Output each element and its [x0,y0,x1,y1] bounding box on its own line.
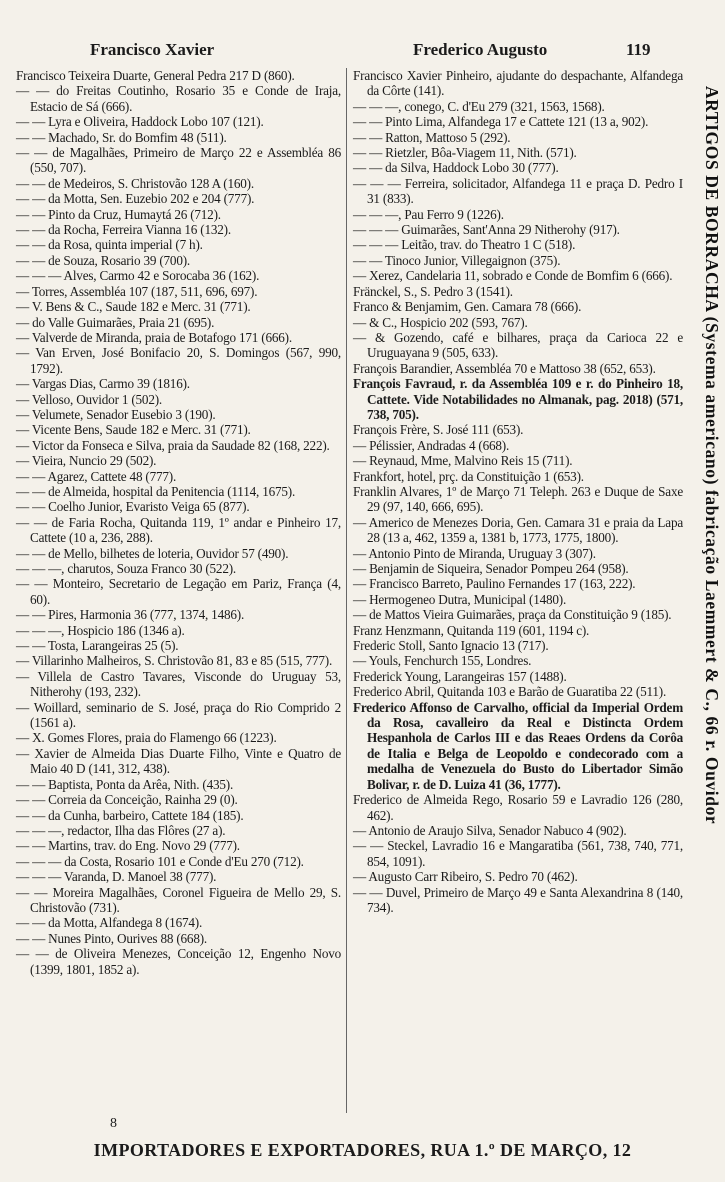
directory-entry: — — Duvel, Primeiro de Março 49 e Santa Alexandrina 8 (140, 734). [353,884,683,915]
directory-entry: — — Coelho Junior, Evaristo Veiga 65 (877). [16,499,250,515]
directory-entry: — — Steckel, Lavradio 16 e Mangaratiba (561, 738, 740, 771, 854, 1091). [353,838,683,869]
directory-entry: — Francisco Barreto, Paulino Fernandes 17 (163, 222). [353,576,636,592]
directory-entry: — Antonio Pinto de Miranda, Uruguay 3 (307). [353,545,596,561]
directory-entry: — — Pinto Lima, Alfandega 17 e Cattete 121 (13 a, 902). [353,114,649,130]
directory-entry: Frederic Stoll, Santo Ignacio 13 (717). [353,638,549,654]
running-head-right: Frederico Augusto [413,40,548,59]
directory-entry: Fränckel, S., S. Pedro 3 (1541). [353,283,513,299]
directory-entry: — — Baptista, Ponta da Arêa, Nith. (435). [16,776,234,792]
directory-entry: — — de Souza, Rosario 39 (700). [16,252,191,268]
directory-entry: — — Rietzler, Bôa-Viagem 11, Nith. (571). [353,145,577,161]
directory-entry: — Benjamin de Siqueira, Senador Pompeu 264 (958). [353,561,629,576]
directory-entry: François Favraud, r. da Assembléa 109 e r. do Pinheiro 18, Cattete. Vide Notabilidades no Almanak, pag. 2018) (571, 738, 705). [353,376,683,422]
directory-entry: François Frère, S. José 111 (653). [353,422,524,438]
directory-entry: — — da Rosa, quinta imperial (7 h). [16,237,203,253]
directory-entry: Francisco Teixeira Duarte, General Pedra 217 D (860). [16,68,295,83]
directory-entry: — — —, charutos, Souza Franco 30 (522). [16,561,237,576]
directory-entry: — — Correia da Conceição, Rainha 29 (0). [16,792,238,808]
right-column [353,68,683,915]
directory-entry: Franz Henzmann, Quitanda 119 (601, 1194 c). [353,622,590,638]
directory-entry: — Vieira, Nuncio 29 (502). [16,453,157,469]
directory-entry: — & C., Hospicio 202 (593, 767). [353,314,528,330]
directory-entry: — Victor da Fonseca e Silva, praia da Saudade 82 (168, 222). [16,437,330,453]
directory-entry: — — — da Costa, Rosario 101 e Conde d'Eu 270 (712). [16,853,304,869]
directory-entry: Franco & Benjamim, Gen. Camara 78 (666). [353,299,582,315]
footer-advertisement: IMPORTADORES E EXPORTADORES, RUA 1.º DE MARÇO, 12 [93,1140,632,1160]
directory-entry: — Torres, Assembléa 107 (187, 511, 696, 697). [16,283,258,299]
directory-entry: — Xerez, Candelaria 11, sobrado e Conde de Bomfim 6 (666). [353,268,673,284]
directory-entry: — Woillard, seminario de S. José, praça do Rio Comprido 2 (1561 a). [16,699,341,731]
directory-entry: — — Lyra e Oliveira, Haddock Lobo 107 (121). [16,114,264,130]
directory-entry: François Barandier, Assembléa 70 e Mattoso 38 (652, 653). [353,360,656,376]
directory-entry: — Velumete, Senador Eusebio 3 (190). [16,406,216,422]
directory-entry: — — da Silva, Haddock Lobo 30 (777). [353,160,559,176]
directory-entry: — — —, Hospicio 186 (1346 a). [16,622,185,638]
directory-entry: — — de Oliveira Menezes, Conceição 12, Engenho Novo (1399, 1801, 1852 a). [16,946,341,977]
directory-entry: — — — Alves, Carmo 42 e Sorocaba 36 (162). [16,268,260,284]
directory-entry: — — — Guimarães, Sant'Anna 29 Nitherohy (917). [353,222,620,238]
directory-entry: Francisco Xavier Pinheiro, ajudante do despachante, Alfandega da Côrte (141). [353,68,683,99]
directory-entry: — Valverde de Miranda, praia de Botafogo 171 (666). [16,329,292,345]
directory-entry: Frederico de Almeida Rego, Rosario 59 e Lavradio 126 (280, 462). [353,792,683,823]
directory-entry: — — da Motta, Alfandega 8 (1674). [16,915,203,931]
directory-entry: — — de Almeida, hospital da Penitencia (1114, 1675). [16,483,296,499]
directory-entry: — — — Leitão, trav. do Theatro 1 C (518). [353,237,576,253]
directory-entry: — — Agarez, Cattete 48 (777). [16,468,177,484]
directory-entry: — — da Rocha, Ferreira Vianna 16 (132). [16,222,231,238]
directory-entry: — — — Ferreira, solicitador, Alfandega 11 e praça D. Pedro I 31 (833). [353,175,683,207]
directory-entry: — — de Faria Rocha, Quitanda 119, 1º andar e Pinheiro 17, Cattete (10 a, 236, 288). [16,514,341,546]
directory-entry: — V. Bens & C., Saude 182 e Merc. 31 (771). [16,299,251,315]
directory-entry: — — Moreira Magalhães, Coronel Figueira de Mello 29, S. Christovão (731). [16,884,341,915]
directory-entry: Franklin Alvares, 1º de Março 71 Teleph. 263 e Duque de Saxe 29 (97, 140, 666, 695). [353,483,683,515]
directory-entry: — — Ratton, Mattoso 5 (292). [353,129,511,145]
directory-entry: Frederico Affonso de Carvalho, official da Imperial Ordem da Rosa, cavalleiro da Real e Distincta Ordem Hespanhola de Carlos III e das Reaes Ordens da Corôa de Italia e Belga de Leopoldo e condecorado com a medalha de Venezuela do Busto do Libertador Simão Bolivar, r. de D. Luiza 41 (36, 1777). [353,699,683,792]
sidebar-advertisement: ARTIGOS DE BORRACHA (Systema americano) fabricação Laemmert & C., 66 r. Ouvidor [702,86,722,825]
directory-entry: — — —, redactor, Ilha das Flôres (27 a). [16,822,226,838]
directory-entry: — Hermogeneo Dutra, Municipal (1480). [353,591,567,607]
directory-entry: — Augusto Carr Ribeiro, S. Pedro 70 (462). [353,869,578,885]
directory-entry: — X. Gomes Flores, praia do Flamengo 66 (1223). [16,730,277,746]
directory-entry: — Vicente Bens, Saude 182 e Merc. 31 (771). [16,422,251,438]
directory-entry: — Vargas Dias, Carmo 39 (1816). [16,376,190,392]
left-column [16,68,341,977]
directory-entry: — — Martins, trav. do Eng. Novo 29 (777). [16,838,240,854]
directory-entry: — — —, Pau Ferro 9 (1226). [353,206,504,222]
directory-entry: — — Nunes Pinto, Ourives 88 (668). [16,930,207,946]
directory-entry: — — de Mello, bilhetes de loteria, Ouvidor 57 (490). [16,545,289,561]
directory-entry: — Villela de Castro Tavares, Visconde do Uruguay 53, Nitherohy (193, 232). [16,668,341,700]
directory-entry: — Xavier de Almeida Dias Duarte Filho, Vinte e Quatro de Maio 40 D (141, 312, 438). [16,745,341,777]
directory-entry: Frankfort, hotel, prç. da Constituição 1 (653). [353,468,584,484]
directory-entry: — Van Erven, José Bonifacio 20, S. Domingos (567, 990, 1792). [16,345,341,376]
page-number: 119 [626,40,651,59]
directory-entry: — Reynaud, Mme, Malvino Reis 15 (711). [353,453,573,469]
directory-entry: — Pélissier, Andradas 4 (668). [353,437,510,453]
directory-entry: Frederick Young, Larangeiras 157 (1488). [353,668,567,684]
running-head [0,40,725,64]
directory-entry: — Youls, Fenchurch 155, Londres. [353,653,532,669]
directory-entry: — Villarinho Malheiros, S. Christovão 81, 83 e 85 (515, 777). [16,653,333,669]
directory-entry: — — Pinto da Cruz, Humaytá 26 (712). [16,206,221,222]
directory-entry: — — da Cunha, barbeiro, Cattete 184 (185). [16,807,244,823]
directory-entry: — Americo de Menezes Doria, Gen. Camara 31 e praia da Lapa 28 (13 a, 462, 1359 a, 1381 b, 1773, 1775, 1800). [353,514,683,546]
signature-mark: 8 [110,1116,117,1131]
directory-entry: — — do Freitas Coutinho, Rosario 35 e Conde de Iraja, Estacio de Sá (666). [16,83,341,114]
directory-entry: — — — Varanda, D. Manoel 38 (777). [16,869,217,885]
directory-entry: — — Tinoco Junior, Villegaignon (375). [353,252,561,268]
directory-entry: — do Valle Guimarães, Praia 21 (695). [16,314,215,330]
directory-entry: — — —, conego, C. d'Eu 279 (321, 1563, 1568). [353,98,605,114]
directory-entry: — de Mattos Vieira Guimarães, praça da Constituição 9 (185). [353,607,672,623]
directory-entry: — & Gozendo, café e bilhares, praça da Carioca 22 e Uruguayana 9 (505, 633). [353,329,683,361]
directory-entry: — Antonio de Araujo Silva, Senador Nabuco 4 (902). [353,822,627,838]
directory-entry: — Velloso, Ouvidor 1 (502). [16,391,163,407]
directory-entry: — — Pires, Harmonia 36 (777, 1374, 1486). [16,607,245,623]
directory-entry: — — de Magalhães, Primeiro de Março 22 e Assembléa 86 (550, 707). [16,145,341,176]
directory-entry: — — Monteiro, Secretario de Legação em Pariz, França (4, 60). [16,576,341,607]
running-head-left: Francisco Xavier [90,40,215,59]
column-divider [346,68,347,1113]
directory-entry: Frederico Abril, Quitanda 103 e Barão de Guaratiba 22 (511). [353,684,667,700]
directory-entry: — — Tosta, Larangeiras 25 (5). [16,638,179,654]
directory-entry: — — da Motta, Sen. Euzebio 202 e 204 (777). [16,191,255,207]
directory-entry: — — Machado, Sr. do Bomfim 48 (511). [16,129,227,145]
directory-entry: — — de Medeiros, S. Christovão 128 A (160). [16,175,254,191]
